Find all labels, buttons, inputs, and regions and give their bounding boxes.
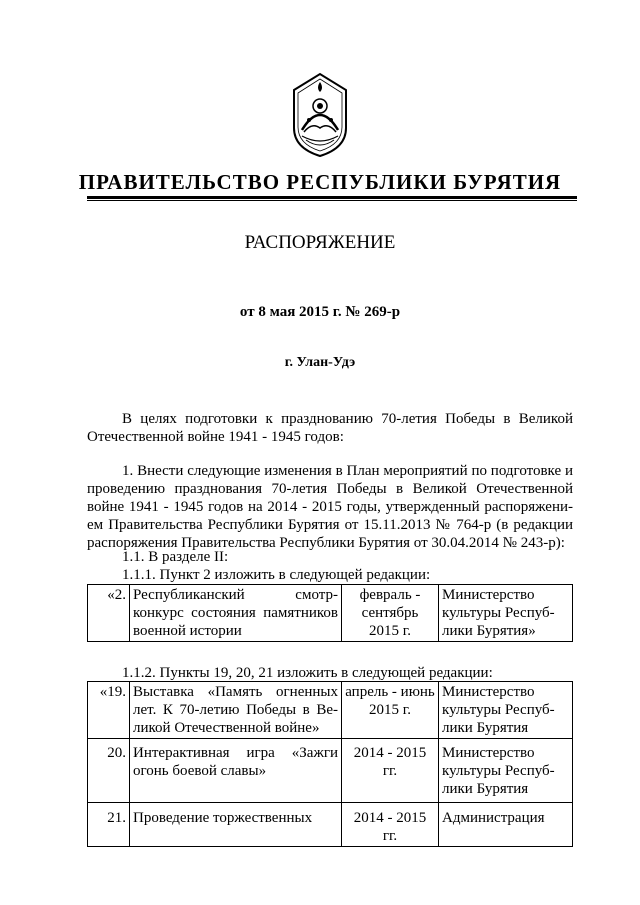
row-period: февраль - сентябрь 2015 г.: [342, 585, 439, 642]
date-and-number: от 8 мая 2015 г. № 269-р: [239, 304, 401, 320]
row-event: Республиканский смотр-конкурс состояния памятников военной истории: [130, 585, 342, 642]
row-event: Проведение торжественных: [130, 803, 342, 847]
row-event: Выставка «Память огненных лет. К 70-летию Победы в Ве-ликой Отечественной войне»: [130, 682, 342, 739]
government-title: ПРАВИТЕЛЬСТВО РЕСПУБЛИКИ БУРЯТИЯ: [78, 170, 562, 194]
table-point-2: [87, 584, 573, 642]
row-period: 2014 - 2015 гг.: [342, 803, 439, 847]
city: г. Улан-Удэ: [284, 355, 356, 370]
table-row: [88, 803, 573, 847]
item-1-1: 1.1. В разделе II:: [122, 549, 229, 565]
header-rule-thick: [87, 196, 577, 199]
row-organization: Министерство культуры Респуб-лики Бурятия»: [439, 585, 573, 642]
item-1-paragraph: 1. Внести следующие изменения в План мероприятий по подготовке и проведению празднования 70-летия Победы в Великой Отечественной войне 1941 - 1945 годов на 2014 - 2015 годы, утвержденный распоряжени-ем Правительства Республики Бурятия от 15.11.2013 № 764-р (в редакции распоряжения Правительства Республики Бурятия от 30.04.2014 № 243-р):: [87, 463, 573, 551]
row-organization: Администрация: [439, 803, 573, 847]
intro-paragraph: В целях подготовки к празднованию 70-летия Победы в Великой Отечественной войне 1941 - 1945 годов:: [87, 411, 573, 445]
header-rule-thin: [87, 200, 577, 201]
row-number: «19.: [88, 682, 130, 739]
row-organization: Министерство культуры Респуб-лики Бурятия: [439, 739, 573, 803]
table-points-19-21: [87, 681, 573, 847]
row-number: «2.: [88, 585, 130, 642]
row-number: 20.: [88, 739, 130, 803]
row-number: 21.: [88, 803, 130, 847]
row-period: апрель - июнь 2015 г.: [342, 682, 439, 739]
table-row: [88, 585, 573, 642]
row-event: Интерактивная игра «Зажги огонь боевой славы»: [130, 739, 342, 803]
table-row: [88, 682, 573, 739]
item-1-1-2: 1.1.2. Пункты 19, 20, 21 изложить в следующей редакции:: [122, 665, 493, 681]
coat-of-arms-emblem: [290, 70, 350, 158]
table-row: [88, 739, 573, 803]
item-1-1-1: 1.1.1. Пункт 2 изложить в следующей редакции:: [122, 567, 431, 583]
row-organization: Министерство культуры Респуб-лики Бурятия: [439, 682, 573, 739]
document-type: РАСПОРЯЖЕНИЕ: [244, 232, 396, 253]
row-period: 2014 - 2015 гг.: [342, 739, 439, 803]
